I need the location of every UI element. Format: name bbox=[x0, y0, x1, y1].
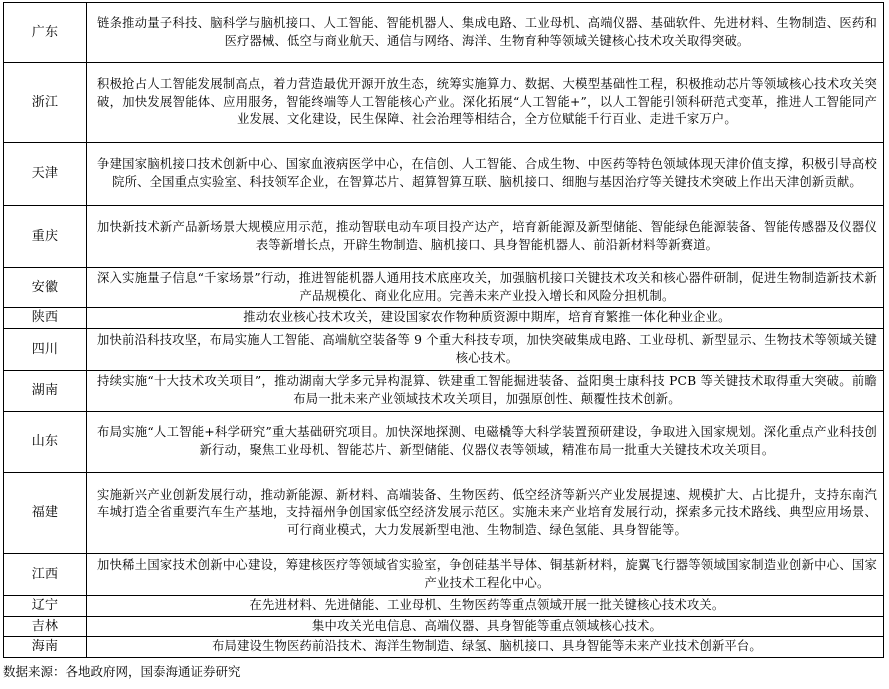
policy-table bbox=[3, 2, 884, 658]
province-cell: 重庆 bbox=[4, 206, 87, 268]
table-row bbox=[4, 308, 884, 329]
policy-text-cell: 推动农业核心技术攻关，建设国家农作物种质资源中期库，培育育繁推一体化种业企业。 bbox=[87, 308, 884, 329]
table-row bbox=[4, 371, 884, 412]
province-cell: 安徽 bbox=[4, 268, 87, 308]
policy-text-cell: 持续实施“十大技术攻关项目”，推动湖南大学多元异构混算、铁建重工智能掘进装备、益阳奥士康科技 PCB 等关键技术取得重大突破。前瞻布局一批未来产业领域技术攻关项目，加强原创性、颠覆性技术创新。 bbox=[87, 371, 884, 412]
table-row bbox=[4, 143, 884, 206]
policy-text-cell: 集中攻关光电信息、高端仪器、具身智能等重点领域核心技术。 bbox=[87, 617, 884, 637]
table-row bbox=[4, 473, 884, 554]
policy-text-cell: 争建国家脑机接口技术创新中心、国家血液病医学中心，在信创、人工智能、合成生物、中医药等特色领域体现天津价值支撑，积极引导高校院所、全国重点实验室、科技领军企业，在智算芯片、超算智算互联、脑机接口、细胞与基因治疗等关键技术突破上作出天津创新贡献。 bbox=[87, 143, 884, 206]
table-row bbox=[4, 63, 884, 143]
policy-text-cell: 在先进材料、先进储能、工业母机、生物医药等重点领域开展一批关键核心技术攻关。 bbox=[87, 596, 884, 617]
table-row bbox=[4, 3, 884, 63]
policy-text-cell: 加快稀土国家技术创新中心建设，筹建核医疗等领域省实验室，争创硅基半导体、铜基新材料，旋翼飞行器等领域国家制造业创新中心、国家产业技术工程化中心。 bbox=[87, 554, 884, 596]
province-cell: 湖南 bbox=[4, 371, 87, 412]
province-cell: 天津 bbox=[4, 143, 87, 206]
policy-text-cell: 加快新技术新产品新场景大规模应用示范，推动智联电动车项目投产达产，培育新能源及新型储能、智能绿色能源装备、智能传感器及仪器仪表等新增长点，开辟生物制造、脑机接口、具身智能机器人、前沿新材料等新赛道。 bbox=[87, 206, 884, 268]
policy-text-cell: 链条推动量子科技、脑科学与脑机接口、人工智能、智能机器人、集成电路、工业母机、高端仪器、基础软件、先进材料、生物制造、医药和医疗器械、低空与商业航天、通信与网络、海洋、生物育种等领域关键核心技术攻关取得突破。 bbox=[87, 3, 884, 63]
table-row bbox=[4, 268, 884, 308]
policy-text-cell: 积极抢占人工智能发展制高点，着力营造最优开源开放生态，统筹实施算力、数据、大模型基础性工程，积极推动芯片等领域核心技术攻关突破，加快发展智能体、应用服务，智能终端等人工智能核心产业。深化拓展“人工智能+”，以人工智能引领科研范式变革，推进人工智能同产业发展、文化建设，民生保障、社会治理等相结合，全方位赋能千行百业、走进千家万户。 bbox=[87, 63, 884, 143]
table-row bbox=[4, 617, 884, 637]
province-cell: 江西 bbox=[4, 554, 87, 596]
province-cell: 山东 bbox=[4, 412, 87, 473]
table-row bbox=[4, 329, 884, 371]
data-source-note: 数据来源：各地政府网，国泰海通证券研究 bbox=[3, 664, 241, 679]
policy-text-cell: 实施新兴产业创新发展行动，推动新能源、新材料、高端装备、生物医药、低空经济等新兴产业发展提速、规模扩大、占比提升，支持东南汽车城打造全省重要汽车生产基地，支持福州争创国家低空经济发展示范区。实施未来产业培育发展行动，探索多元技术路线、典型应用场景、可行商业模式，大力发展新型电池、生物制造、绿色氢能、具身智能等。 bbox=[87, 473, 884, 554]
province-cell: 四川 bbox=[4, 329, 87, 371]
table-row bbox=[4, 596, 884, 617]
policy-text-cell: 深入实施量子信息“千家场景”行动，推进智能机器人通用技术底座攻关，加强脑机接口关键技术攻关和核心器件研制，促进生物制造新技术新产品规模化、商业化应用。完善未来产业投入增长和风险分担机制。 bbox=[87, 268, 884, 308]
province-cell: 吉林 bbox=[4, 617, 87, 637]
province-cell: 浙江 bbox=[4, 63, 87, 143]
province-cell: 陕西 bbox=[4, 308, 87, 329]
policy-table-body bbox=[4, 3, 884, 658]
table-row bbox=[4, 412, 884, 473]
province-cell: 海南 bbox=[4, 637, 87, 658]
table-row bbox=[4, 554, 884, 596]
province-cell: 福建 bbox=[4, 473, 87, 554]
table-row bbox=[4, 206, 884, 268]
province-cell: 广东 bbox=[4, 3, 87, 63]
policy-text-cell: 布局建设生物医药前沿技术、海洋生物制造、绿氢、脑机接口、具身智能等未来产业技术创新平台。 bbox=[87, 637, 884, 658]
policy-text-cell: 布局实施“人工智能+科学研究”重大基础研究项目。加快深地探测、电磁橇等大科学装置预研建设，争取进入国家规划。深化重点产业科技创新行动，聚焦工业母机、智能芯片、新型储能、仪器仪表等领域，精准布局一批重大关键技术攻关项目。 bbox=[87, 412, 884, 473]
province-cell: 辽宁 bbox=[4, 596, 87, 617]
table-row bbox=[4, 637, 884, 658]
policy-text-cell: 加快前沿科技攻坚，布局实施人工智能、高端航空装备等 9 个重大科技专项，加快突破集成电路、工业母机、新型显示、生物技术等领域关键核心技术。 bbox=[87, 329, 884, 371]
